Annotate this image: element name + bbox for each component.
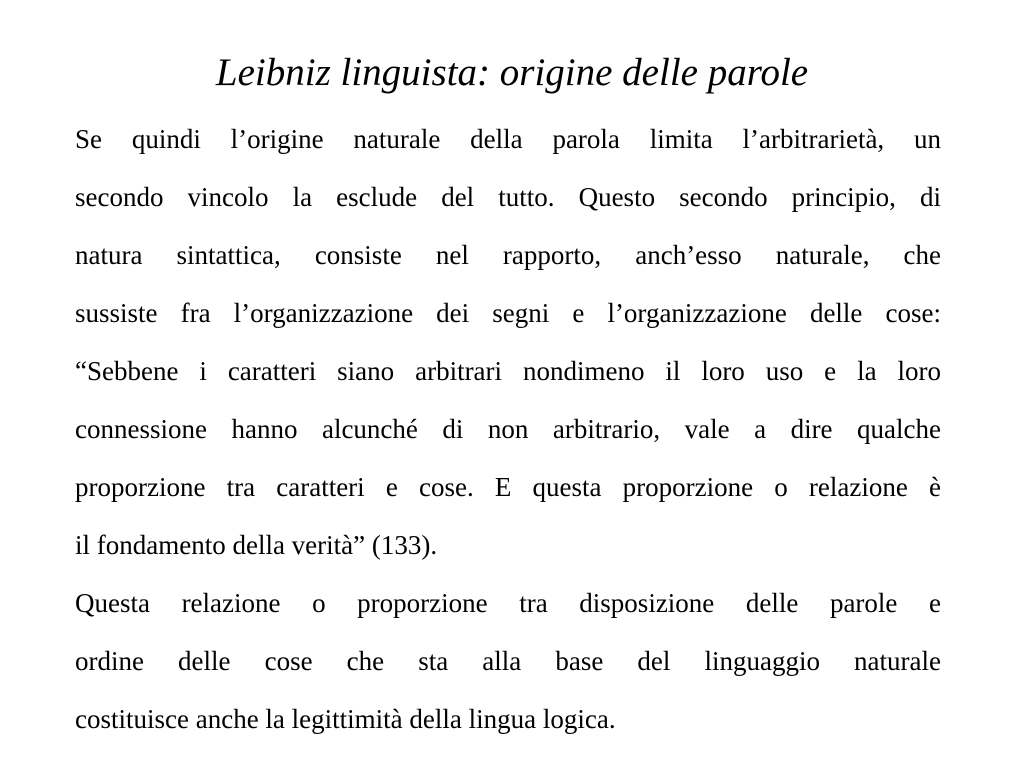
text-line: il fondamento della verità” (133). — [75, 530, 438, 560]
text-line: ordine delle cose che sta alla base del linguaggio naturale — [75, 646, 941, 676]
text-line: Se quindi l’origine naturale della parola limita l’arbitrarietà, un — [75, 124, 941, 154]
text-line: natura sintattica, consiste nel rapporto, anch’esso naturale, che — [75, 240, 941, 270]
text-line: “Sebbene i caratteri siano arbitrari nondimeno il loro uso e la loro — [75, 356, 941, 386]
text-line: sussiste fra l’organizzazione dei segni e l’organizzazione delle cose: — [75, 298, 941, 328]
text-line: Questa relazione o proporzione tra disposizione delle parole e — [75, 588, 941, 618]
text-line: secondo vincolo la esclude del tutto. Questo secondo principio, di — [75, 182, 941, 212]
text-line: costituisce anche la legittimità della lingua logica. — [75, 704, 616, 734]
text-line: proporzione tra caratteri e cose. E questa proporzione o relazione è — [75, 472, 941, 502]
slide-body — [75, 110, 941, 748]
text-line: connessione hanno alcunché di non arbitrario, vale a dire qualche — [75, 414, 941, 444]
slide-title: Leibniz linguista: origine delle parole — [215, 51, 809, 94]
